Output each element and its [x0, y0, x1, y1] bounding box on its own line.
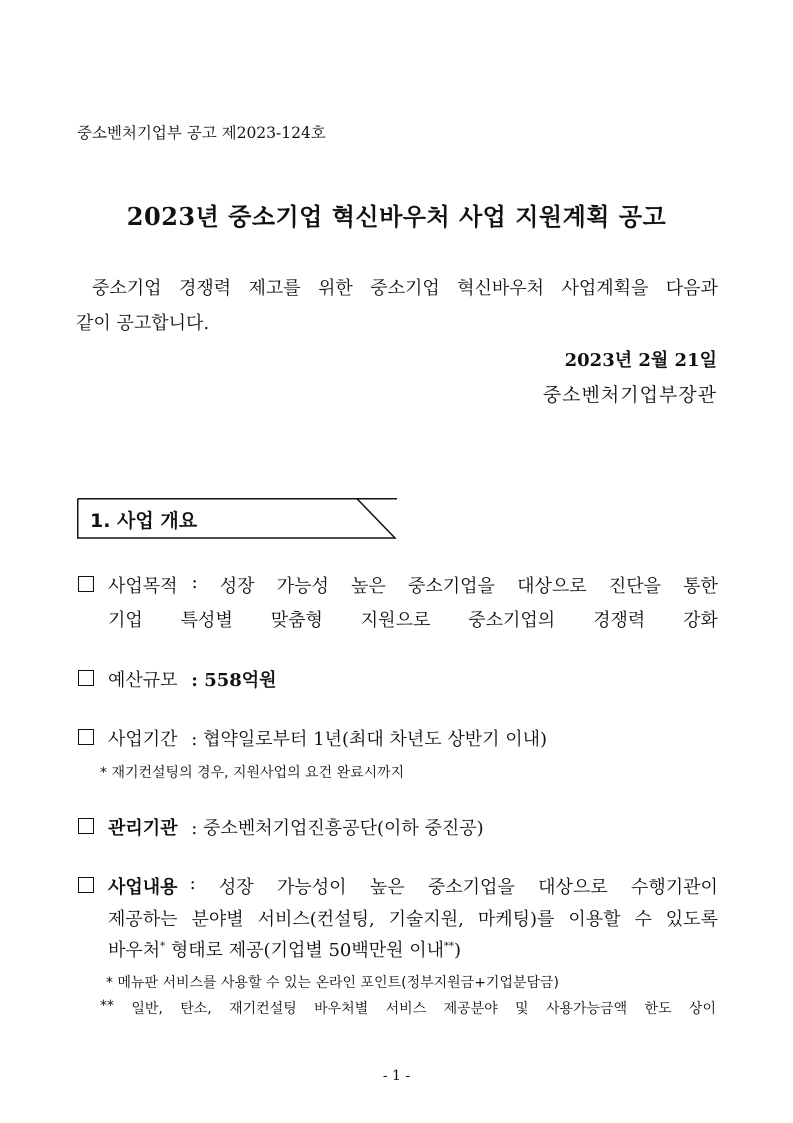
section-heading-box	[77, 498, 395, 538]
purpose-word: 대상으로	[517, 576, 587, 597]
content-label: 사업내용	[108, 877, 178, 898]
period-line	[108, 725, 547, 751]
period-note: * 재기컨설팅의 경우, 지원사업의 요건 완료시까지	[100, 765, 405, 781]
content-note-word: 일반,	[131, 1001, 163, 1017]
content-text	[190, 873, 718, 899]
intro-word: 위한	[318, 278, 353, 299]
purpose-word: 가능성	[276, 576, 329, 597]
period-value: : 협약일로부터 1년(최대 차년도 상반기 이내)	[191, 729, 548, 750]
notice-date: 2023년 2월 21일	[564, 350, 717, 371]
content-word: 성장	[218, 877, 254, 898]
content-note-2	[100, 998, 716, 1018]
content-note-word: 탄소,	[180, 1001, 212, 1017]
purpose-word: 성장	[219, 576, 255, 597]
intro-word: 중소기업	[370, 278, 440, 299]
purpose-word: 경쟁력	[593, 610, 646, 631]
content-note-word: 상이	[688, 1001, 716, 1017]
page-number: - 1 -	[382, 1068, 411, 1084]
intro-word: 혁신바우처	[457, 278, 545, 299]
agency-value: : 중소벤처기업진흥공단(이하 중진공)	[191, 818, 484, 839]
budget-label: 예산규모	[108, 670, 178, 691]
content-line-3c: )	[454, 940, 462, 961]
budget-line	[108, 666, 277, 692]
checkbox-period	[78, 729, 94, 745]
content-line-3a: 바우처	[108, 940, 161, 961]
intro-line-1	[92, 274, 718, 300]
purpose-word: 진단을	[608, 576, 661, 597]
purpose-word: 맞춤형	[270, 610, 323, 631]
purpose-word: 강화	[683, 610, 718, 631]
content-word: 있도록	[665, 909, 718, 930]
content-word: 가능성이	[276, 877, 347, 898]
document-title: 2023년 중소기업 혁신바우처 사업 지원계획 공고	[126, 202, 667, 231]
content-word: 이용할	[568, 909, 621, 930]
purpose-word: 중소기업을	[408, 576, 495, 597]
intro-line-2: 같이 공고합니다.	[76, 313, 210, 334]
content-line-3b: 형태로 제공(기업별 50백만원 이내	[165, 940, 445, 961]
content-note-word: 및	[515, 1001, 529, 1017]
content-word: 중소기업을	[427, 877, 515, 898]
agency-line	[108, 814, 484, 840]
content-word: :	[189, 873, 196, 894]
content-line-1	[108, 873, 718, 899]
content-word: 분야별	[191, 909, 244, 930]
notice-number: 중소벤처기업부 공고 제2023-124호	[77, 124, 326, 142]
content-note-1: * 메뉴판 서비스를 사용할 수 있는 온라인 포인트(정부지원금+기업분담금)	[106, 975, 559, 991]
purpose-word: 통한	[683, 576, 718, 597]
content-note-word: 서비스	[385, 1001, 427, 1017]
intro-word: 제고를	[248, 278, 301, 299]
content-line-3	[108, 936, 461, 962]
agency-label: 관리기관	[108, 818, 178, 839]
purpose-word: :	[191, 572, 198, 593]
content-footnote-mark-2: **	[444, 941, 455, 952]
content-note-word: 재기컨설팅	[229, 1001, 297, 1017]
budget-value: : 558억원	[191, 670, 277, 691]
purpose-line-1	[108, 572, 718, 598]
purpose-word: 특성별	[180, 610, 233, 631]
issuer: 중소벤처기업부장관	[542, 384, 717, 406]
checkbox-purpose	[78, 576, 94, 592]
content-word: 수	[634, 909, 652, 930]
content-word: 제공하는	[108, 909, 178, 930]
purpose-word: 기업	[108, 610, 143, 631]
content-note-word: 사용가능금액	[545, 1001, 628, 1017]
checkbox-agency	[78, 818, 94, 834]
content-footnote-mark-1: *	[160, 941, 166, 952]
checkbox-content	[78, 877, 94, 893]
purpose-word: 높은	[351, 576, 386, 597]
checkbox-budget	[78, 670, 94, 686]
content-word: 대상으로	[538, 877, 608, 898]
content-word: 수행기관이	[630, 877, 718, 898]
intro-word: 사업계획을	[561, 278, 649, 299]
purpose-line-2	[108, 606, 718, 632]
purpose-label: 사업목적	[108, 576, 178, 597]
content-note-word: 한도	[644, 1001, 672, 1017]
content-note-word: **	[100, 998, 114, 1014]
content-word: 마케팅)를	[477, 909, 555, 930]
content-word: 기술지원,	[388, 909, 464, 930]
content-word: 서비스(컨설팅,	[257, 909, 375, 930]
content-note-word: 제공분야	[443, 1001, 498, 1017]
content-word: 높은	[369, 877, 405, 898]
purpose-text	[192, 572, 718, 598]
intro-word: 경쟁력	[178, 278, 232, 299]
content-note-word: 바우처별	[314, 1001, 369, 1017]
content-line-2	[108, 905, 718, 931]
period-label: 사업기간	[108, 729, 178, 750]
section-title: 1. 사업 개요	[90, 510, 198, 532]
intro-word: 중소기업	[92, 278, 162, 299]
purpose-word: 중소기업의	[468, 610, 556, 631]
purpose-word: 지원으로	[360, 610, 431, 631]
intro-word: 다음과	[665, 278, 718, 299]
